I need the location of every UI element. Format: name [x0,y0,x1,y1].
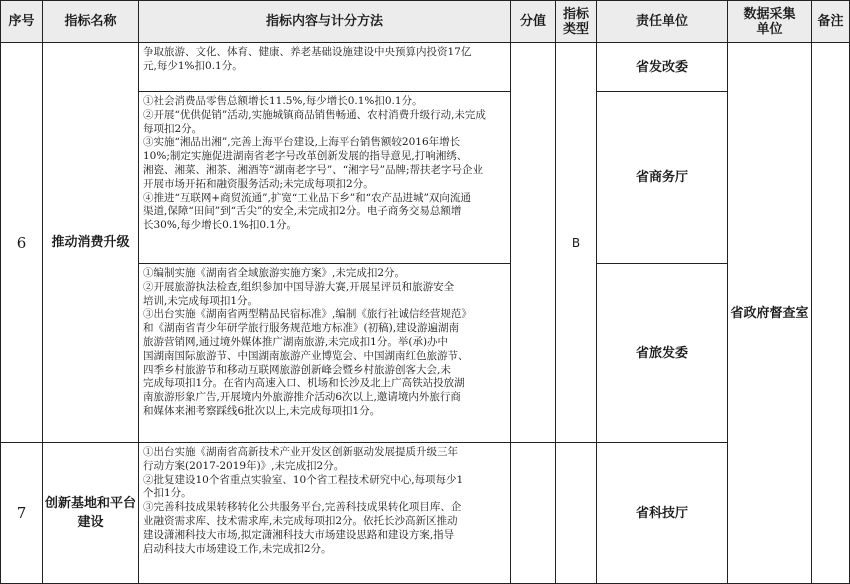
content-line: 行动方案(2017-2019年)》,未完成扣2分。 [143,459,345,472]
row-data-unit: 省政府督查室 [728,43,812,584]
content-line: ②开展旅游执法检查,组织参加中国导游大赛,开展星评员和旅游安全 [143,280,455,293]
row-responsible: 省旅发委 [597,264,728,443]
row-content [139,443,511,584]
content-line: 元,每少1%扣0.1分。 [143,59,243,72]
header-remark: 备注 [812,1,850,43]
row-responsible: 省商务厅 [597,92,728,264]
content-line: 建设潇湘科技大市场,拟定潇湘科技大市场建设思路和建设方案,指导 [143,528,455,541]
content-line: 业融资需求库、技术需求库,未完成每项扣2分。依托长沙高新区推动 [143,514,458,527]
header-responsible: 责任单位 [597,1,728,43]
content-line: 和《湖南省青少年研学旅行服务规范地方标准》(初稿),建设游遍湖南 [143,322,460,335]
content-line: 开展市场开拓和融资服务活动;未完成每项扣2分。 [143,177,374,190]
content-line: 每项扣2分。 [143,122,203,135]
content-line: ③完善科技成果转移转化公共服务平台,完善科技成果转化项目库、企 [143,501,462,514]
row-responsible: 省发改委 [597,43,728,92]
content-line: 个扣1分。 [143,487,192,500]
row-score [511,443,556,584]
content-line: 启动科技大市场建设工作,未完成扣2分。 [143,542,332,555]
content-line: ②批复建设10个省重点实验室、10个省工程技术研究中心,每项每少1 [143,473,464,486]
content-line: ③实施“湘品出湘”,完善上海平台建设,上海平台销售额较2016年增长 [143,136,461,149]
content-line: 培训,未完成每项扣1分。 [143,294,259,307]
row-responsible: 省科技厅 [597,443,728,584]
content-line: ④推进“互联网+商贸流通”,扩宽“工业品下乡”和“农产品进城”双向流通 [143,191,471,204]
row-type [556,443,597,584]
content-line: 完成每项扣1分。在省内高速入口、机场和长沙及北上广高铁站投放湖 [143,377,465,390]
table-row [1,443,850,584]
content-line: 渠道,保障“田间”到“舌尖”的安全,未完成扣2分。电子商务交易总额增 [143,205,462,218]
content-line: 争取旅游、文化、体育、健康、养老基础设施建设中央预算内投资17亿 [143,46,472,58]
content-line: 湘瓷、湘菜、湘茶、湘酒等“湖南老字号”、“湘字号”品牌;帮扶老字号企业 [143,163,484,176]
row-remark [812,43,850,584]
content-line: ①社会消费品零售总额增长11.5%,每少增长0.1%扣0.1分。 [143,95,423,107]
row-content [139,92,511,264]
row-type: B [556,43,597,443]
header-indicator: 指标名称 [43,1,139,43]
content-line: 旅游营销网,通过境外媒体推广湖南旅游,未完成扣1分。举(承)办中 [143,335,449,348]
content-line: 和媒体来湘考察踩线6批次以上,未完成每项扣1分。 [143,404,381,417]
row-score [511,43,556,443]
content-line: 10%;制定实施促进湖南省老字号改革创新发展的指导意见,打响湘绣、 [143,150,468,163]
header-seq: 序号 [1,1,43,43]
content-line: 长30%,每少增长0.1%扣0.1分。 [143,219,298,232]
row-indicator: 创新基地和平台 建设 [43,443,139,584]
content-line: ①出台实施《湖南省高新技术产业开发区创新驱动发展提质升级三年 [143,446,458,458]
row-content [139,43,511,92]
header-content: 指标内容与计分方法 [139,1,511,43]
header-data-unit: 数据采集 单位 [728,1,812,43]
header-score: 分值 [511,1,556,43]
row-indicator: 推动消费升级 [43,43,139,443]
table-header-row [1,1,850,43]
row-content [139,264,511,443]
header-type: 指标 类型 [556,1,597,43]
content-line: ③出台实施《湖南省两型精品民宿标准》,编制《旅行社诚信经营规范》 [143,308,472,321]
content-line: ①编制实施《湖南省全域旅游实施方案》,未完成扣2分。 [143,267,406,279]
content-line: 南旅游形象广告,开展境内外旅游推介活动6次以上,邀请境内外旅行商 [143,391,461,404]
content-line: 四季乡村旅游节和移动互联网旅游创新峰会暨乡村旅游创客大会,未 [143,363,451,376]
content-line: ②开展“优供促销”活动,实施城镇商品销售畅通、农村消费升级行动,未完成 [143,108,486,121]
row-seq: 7 [1,443,43,584]
table-row [1,43,850,92]
content-line: 国湖南国际旅游节、中国湖南旅游产业博览会、中国湖南红色旅游节、 [143,349,469,362]
row-seq: 6 [1,43,43,443]
